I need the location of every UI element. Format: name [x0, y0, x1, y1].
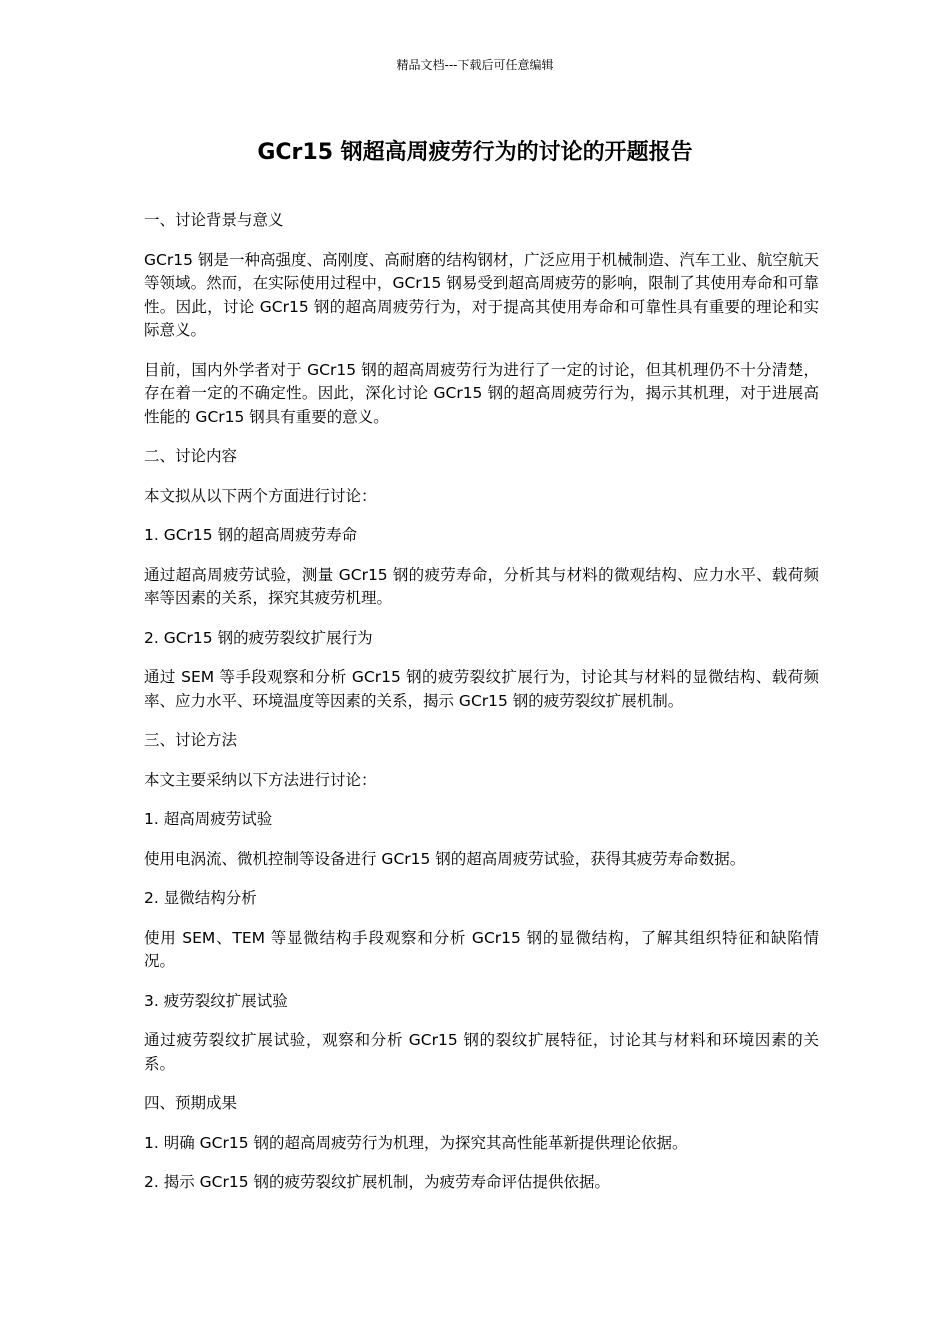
body-paragraph: 本文主要采纳以下方法进行讨论：	[144, 770, 377, 789]
body-paragraph: GCr15 钢是一种高强度、高刚度、高耐磨的结构钢材，广泛应用于机械制造、汽车工业、航空航天等领域。然而，在实际使用过程中，GCr15 钢易受到超高周疲劳的影响，限制了其使用寿命和可靠性。因此，讨论 GCr15 钢的超高周疲劳行为，对于提高其使用寿命和可靠性具有重要的理论和实际意义。	[144, 250, 819, 339]
list-item-heading: 1. GCr15 钢的超高周疲劳寿命	[144, 526, 358, 544]
list-item: 1. 明确 GCr15 钢的超高周疲劳行为机理，为探究其高性能革新提供理论依据。	[144, 1133, 688, 1152]
body-paragraph: 使用 SEM、TEM 等显微结构手段观察和分析 GCr15 钢的显微结构，了解其组织特征和缺陷情况。	[144, 928, 819, 970]
document-title: GCr15 钢超高周疲劳行为的讨论的开题报告	[257, 140, 693, 165]
body-paragraph: 通过超高周疲劳试验，测量 GCr15 钢的疲劳寿命，分析其与材料的微观结构、应力水平、载荷频率等因素的关系，探究其疲劳机理。	[144, 565, 819, 607]
body-paragraph: 通过疲劳裂纹扩展试验，观察和分析 GCr15 钢的裂纹扩展特征，讨论其与材料和环境因素的关系。	[144, 1031, 819, 1073]
list-item-heading: 1. 超高周疲劳试验	[144, 810, 273, 828]
body-paragraph: 目前，国内外学者对于 GCr15 钢的超高周疲劳行为进行了一定的讨论，但其机理仍不十分清楚，存在着一定的不确定性。因此，深化讨论 GCr15 钢的超高周疲劳行为，揭示其机理，对于进展高性能的 GCr15 钢具有重要的意义。	[144, 360, 819, 426]
section-heading-background: 一、讨论背景与意义	[144, 211, 284, 229]
body-paragraph: 本文拟从以下两个方面进行讨论：	[144, 486, 377, 505]
section-heading-outcomes: 四、预期成果	[144, 1094, 238, 1112]
body-paragraph: 通过 SEM 等手段观察和分析 GCr15 钢的疲劳裂纹扩展行为，讨论其与材料的显微结构、载荷频率、应力水平、环境温度等因素的关系，揭示 GCr15 钢的疲劳裂纹扩展机制。	[144, 668, 819, 710]
body-paragraph: 使用电涡流、微机控制等设备进行 GCr15 钢的超高周疲劳试验，获得其疲劳寿命数据。	[144, 849, 746, 868]
list-item-heading: 2. 显微结构分析	[144, 889, 257, 907]
list-item-heading: 3. 疲劳裂纹扩展试验	[144, 991, 288, 1010]
section-heading-content: 二、讨论内容	[144, 447, 238, 465]
document-body	[144, 209, 819, 1211]
list-item: 2. 揭示 GCr15 钢的疲劳裂纹扩展机制，为疲劳寿命评估提供依据。	[144, 1173, 611, 1191]
list-item-heading: 2. GCr15 钢的疲劳裂纹扩展行为	[144, 628, 373, 647]
page-header: 精品文档---下载后可任意编辑	[396, 58, 554, 72]
section-heading-methods: 三、讨论方法	[144, 731, 238, 749]
